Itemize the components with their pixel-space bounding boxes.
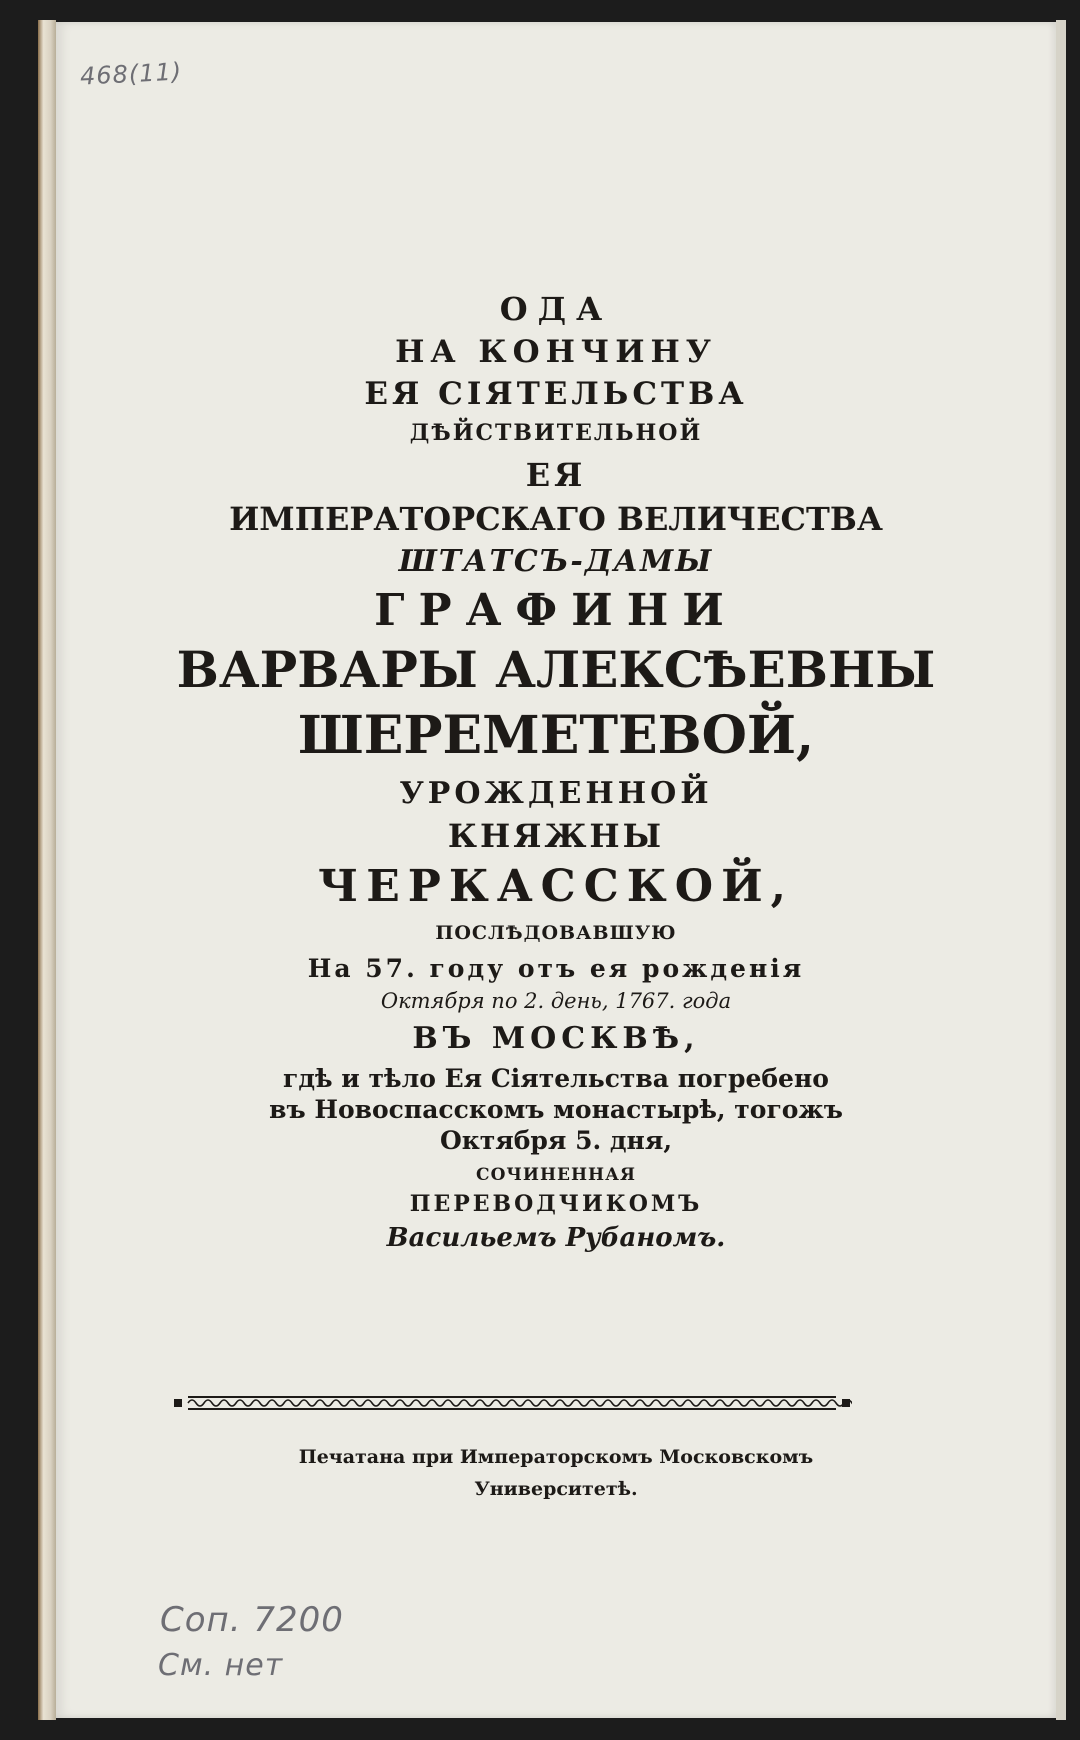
book-spine-edge bbox=[38, 20, 56, 1720]
title-line: ИМПЕРАТОРСКАГО ВЕЛИЧЕСТВА bbox=[229, 500, 883, 538]
title-line: КНЯЖНЫ bbox=[447, 817, 665, 855]
title-line: ВЪ МОСКВѢ, bbox=[412, 1021, 700, 1056]
catalog-note: Соп. 7200 bbox=[160, 1600, 344, 1640]
title-line: НА КОНЧИНУ bbox=[395, 334, 717, 370]
title-line: ГРАФИНИ bbox=[374, 585, 738, 636]
title-line: ОДА bbox=[499, 290, 613, 328]
shelf-mark-annotation: 468(11) bbox=[79, 57, 183, 91]
title-line: На 57. году отъ ея рожденія bbox=[307, 954, 805, 983]
title-line: ЕЯ СІЯТЕЛЬСТВА bbox=[364, 376, 748, 412]
title-line: СОЧИНЕННАЯ bbox=[476, 1165, 636, 1185]
catalog-note: См. нет bbox=[158, 1648, 284, 1683]
imprint-line: Печатана при Императорскомъ Московскомъ bbox=[298, 1446, 814, 1468]
title-line: въ Новоспасскомъ монастырѣ, тогожъ bbox=[269, 1095, 843, 1124]
title-line: ЧЕРКАССКОЙ, bbox=[318, 861, 794, 912]
imprint-block bbox=[56, 1446, 1056, 1510]
ornamental-rule bbox=[172, 1392, 852, 1414]
title-line: ШЕРЕМЕТЕВОЙ, bbox=[297, 705, 815, 766]
title-line: ДѢЙСТВИТЕЛЬНОЙ bbox=[409, 420, 703, 446]
title-line: ВАРВАРЫ АЛЕКСѢЕВНЫ bbox=[176, 640, 936, 699]
title-line: ЕЯ bbox=[525, 456, 587, 494]
title-line: ПЕРЕВОДЧИКОМЪ bbox=[409, 1191, 703, 1217]
title-block bbox=[56, 290, 1056, 1253]
title-line: ПОСЛѢДОВАВШУЮ bbox=[435, 922, 677, 944]
imprint-line: Университетѣ. bbox=[474, 1478, 638, 1500]
title-line: УРОЖДЕННОЙ bbox=[399, 776, 713, 811]
title-line: Октября по 2. день, 1767. года bbox=[380, 989, 732, 1013]
page-right-edge bbox=[1056, 20, 1066, 1720]
title-line: Октября 5. дня, bbox=[439, 1126, 673, 1155]
author-name: Васильемъ Рубаномъ. bbox=[386, 1223, 726, 1253]
title-line: ШТАТСЪ-ДАМЫ bbox=[398, 544, 714, 579]
title-line: гдѣ и тѣло Ея Сіятельства погребено bbox=[283, 1064, 829, 1093]
